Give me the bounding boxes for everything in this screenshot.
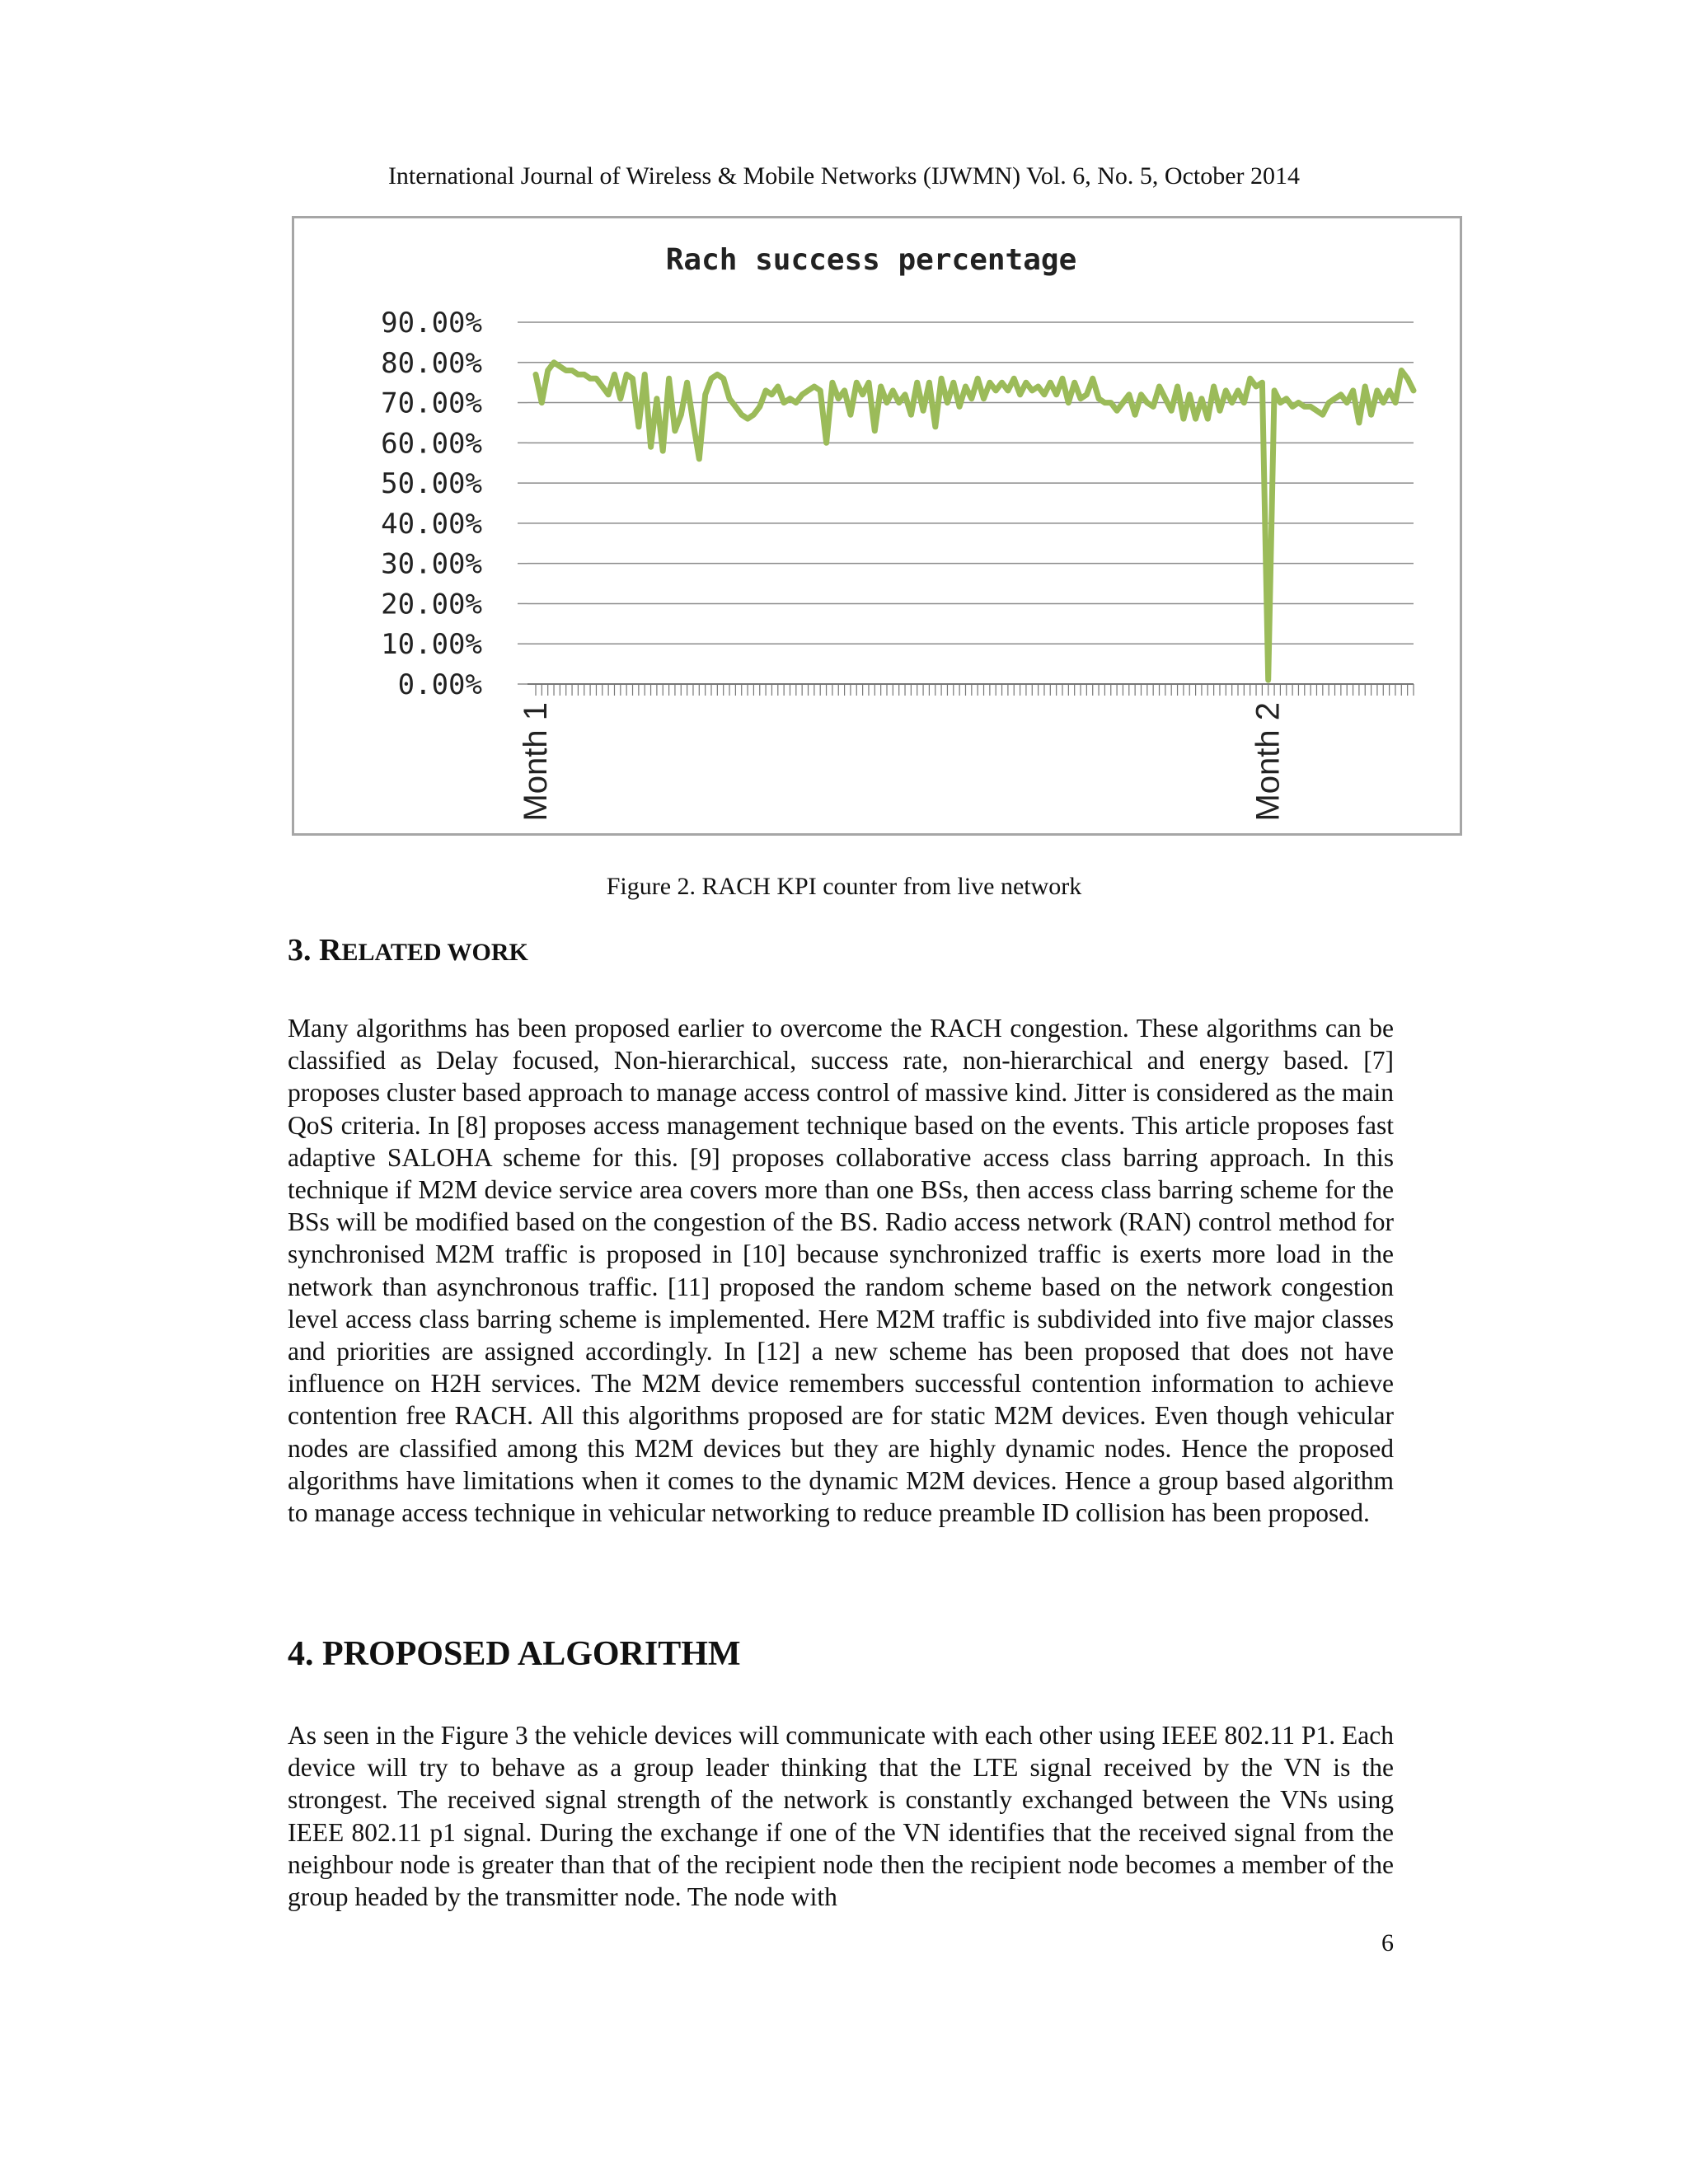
y-tick-label: 80.00% [381, 346, 482, 380]
figure-frame [292, 216, 1462, 836]
section-number: 3. [288, 933, 319, 968]
section-initial: R [319, 933, 342, 968]
y-tick-label: 50.00% [381, 467, 482, 501]
y-tick-label: 90.00% [381, 307, 482, 340]
x-tick-label: Month 1 [518, 702, 554, 822]
chart-title: Rach success percentage [665, 243, 1077, 277]
x-tick-label: Month 2 [1250, 702, 1287, 822]
running-header: International Journal of Wireless & Mobile Networks (IJWMN) Vol. 6, No. 5, October 2014 [387, 162, 1301, 190]
x-axis-month-labels [518, 702, 1460, 822]
y-tick-label: 30.00% [381, 547, 482, 581]
y-tick-label: 10.00% [381, 628, 482, 662]
y-tick-label: 40.00% [381, 507, 482, 541]
paragraph-proposed-algorithm: As seen in the Figure 3 the vehicle devices will communicate with each other using IEEE 802.11 P1. Each device will try to behave as a group leader thinking that the LTE signal received by the VN is the strongest. The received signal strength of the network is constantly exchanged between the VNs using IEEE 802.11 p1 signal. During the exchange if one of the VN identifies that the received signal from the neighbour node is greater than that of the recipient node then the recipient node becomes a member of the group headed by the transmitter node. The node with [288, 1721, 1394, 1912]
y-tick-label: 20.00% [381, 588, 482, 621]
chart-gridlines [518, 322, 1414, 684]
section-heading-related-work [288, 931, 528, 972]
y-tick-label: 70.00% [381, 387, 482, 420]
x-axis [528, 684, 1414, 696]
series-layer [536, 363, 1414, 680]
figure-caption: Figure 2. RACH KPI counter from live network [606, 873, 1082, 900]
page-number: 6 [1381, 1929, 1394, 1957]
section-title-rest: ELATED WORK [341, 939, 528, 966]
y-tick-label: 0.00% [397, 668, 482, 701]
y-tick-label: 60.00% [381, 427, 482, 461]
rach-success-chart [294, 218, 1460, 833]
paragraph-related-work: Many algorithms has been proposed earlier to overcome the RACH congestion. These algorithms can be classified as Delay focused, Non-hierarchical, success rate, non-hierarchical and energy based. [7] proposes cluster based approach to manage access control of massive kind. Jitter is considered as the main QoS criteria. In [8] proposes access management technique based on the events. This article proposes fast adaptive SALOHA scheme for this. [9] proposes collaborative access class barring approach. In this technique if M2M device service area covers more than one BSs, then access class barring scheme for the BSs will be modified based on the congestion of the BS. Radio access network (RAN) control method for synchronised M2M traffic is proposed in [10] because synchronized traffic is exerts more load in the network than asynchronous traffic. [11] proposed the random scheme based on the network congestion level access class barring scheme is implemented. Here M2M traffic is subdivided into five major classes and priorities are assigned accordingly. In [12] a new scheme has been proposed that does not have influence on H2H services. The M2M device remembers successful contention information to achieve contention free RACH. All this algorithms proposed are for static M2M devices. Even though vehicular nodes are classified among this M2M devices but they are highly dynamic nodes. Hence the proposed algorithms have limitations when it comes to the dynamic M2M devices. Hence a group based algorithm to manage access technique in vehicular networking to reduce preamble ID collision has been proposed. [288, 1014, 1394, 1528]
section-heading-proposed-algorithm: 4. PROPOSED ALGORITHM [288, 1635, 741, 1673]
y-axis-tick-labels [381, 307, 482, 701]
series-line-rach-success [536, 363, 1414, 680]
